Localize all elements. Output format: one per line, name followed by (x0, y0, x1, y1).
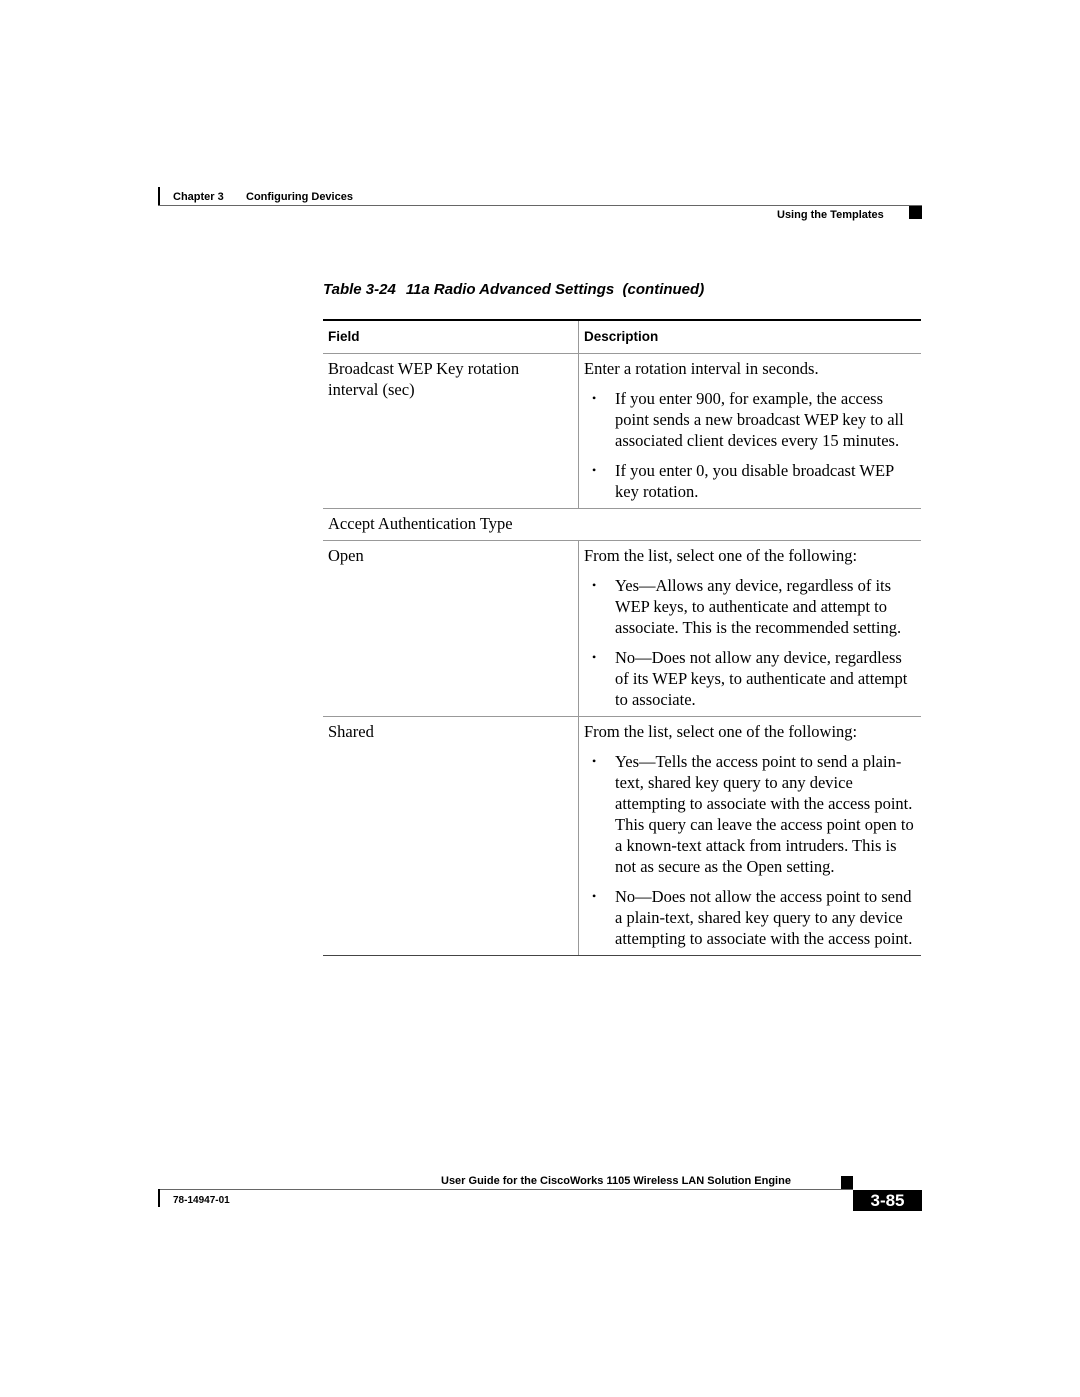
doc-number: 78-14947-01 (173, 1195, 230, 1206)
header-rule (158, 205, 922, 206)
table-section-row (323, 509, 921, 541)
header-marker (909, 206, 922, 219)
bullet-item: • No—Does not allow any device, regardless of its WEP keys, to authenticate and attempt to associate. (584, 647, 916, 710)
description-cell (579, 717, 922, 956)
bullet-item: • No—Does not allow the access point to send a plain-text, shared key query to any device attempting to associate with the access point. (584, 886, 916, 949)
footer-rule (158, 1189, 853, 1190)
section-cell: Accept Authentication Type (323, 509, 921, 541)
table-row (323, 541, 921, 717)
table-title: 11a Radio Advanced Settings (continued) (405, 281, 705, 298)
description-cell (579, 541, 922, 717)
column-header-field: Field (323, 320, 579, 354)
bullet-item: • Yes—Tells the access point to send a plain-text, shared key query to any device attempting to associate with the access point. This query can leave the access point open to a known-text attack from intruders. This is not as secure as the Open setting. (584, 751, 916, 877)
footer-bar (158, 1189, 160, 1207)
footer-marker (841, 1176, 853, 1190)
table-number: Table 3-24 (323, 281, 396, 298)
column-header-description: Description (579, 320, 922, 354)
table-row (323, 717, 921, 956)
description-cell (579, 354, 922, 509)
guide-title: User Guide for the CiscoWorks 1105 Wireless LAN Solution Engine (441, 1175, 791, 1187)
bullet-item: • Yes—Allows any device, regardless of its WEP keys, to authenticate and attempt to associate. This is the recommended setting. (584, 575, 916, 638)
description-intro: Enter a rotation interval in seconds. (584, 359, 819, 378)
page-number: 3-85 (853, 1190, 922, 1211)
section-title: Using the Templates (777, 209, 884, 221)
settings-table (323, 319, 921, 956)
bullet-item: • If you enter 0, you disable broadcast WEP key rotation. (584, 460, 916, 502)
field-cell: Shared (323, 717, 579, 956)
description-intro: From the list, select one of the following: (584, 546, 858, 565)
description-intro: From the list, select one of the following: (584, 722, 858, 741)
field-cell: Open (323, 541, 579, 717)
chapter-title: Configuring Devices (246, 191, 353, 203)
chapter-label: Chapter 3 (173, 191, 224, 203)
header-bar (158, 187, 160, 205)
table-row (323, 354, 921, 509)
table-caption (323, 281, 714, 298)
field-cell: Broadcast WEP Key rotation interval (sec) (323, 354, 579, 509)
bullet-item: • If you enter 900, for example, the access point sends a new broadcast WEP key to all associated client devices every 15 minutes. (584, 388, 916, 451)
table-header (323, 320, 921, 354)
